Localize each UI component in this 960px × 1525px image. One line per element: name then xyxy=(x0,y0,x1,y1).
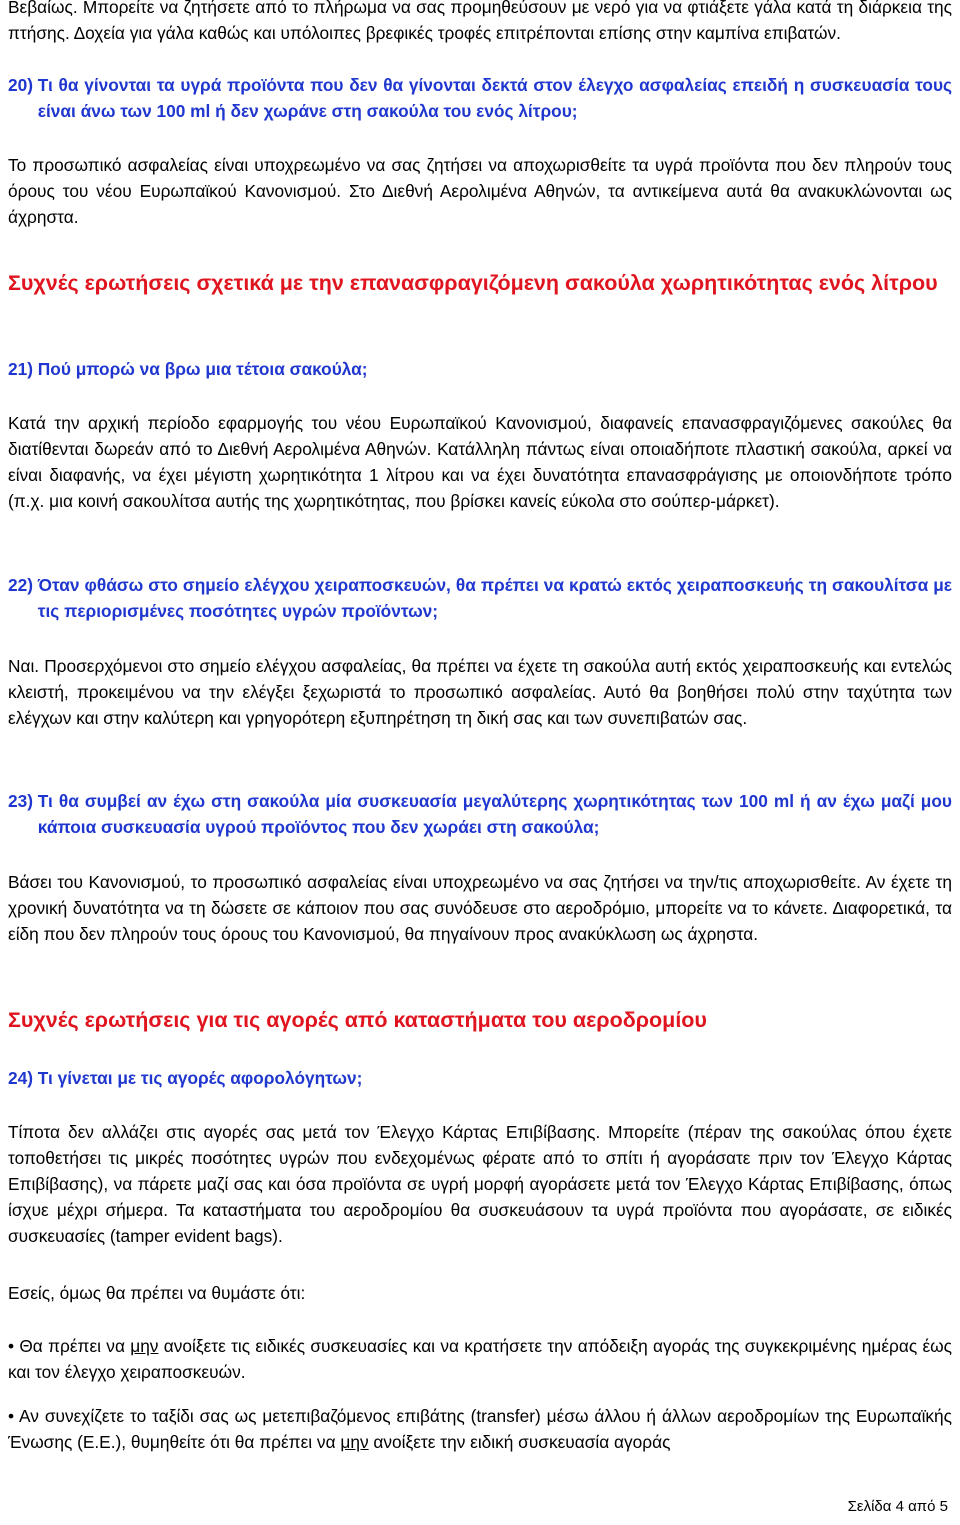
question-23 xyxy=(8,788,952,840)
answer-text: Ναι. Προσερχόμενοι στο σημείο ελέγχου ασφαλείας, θα πρέπει να έχετε τη σακούλα αυτή εκτός χειραποσκευής και εντελώς κλειστή, προκειμένου να την ελέγξει ξεχωριστά το προσωπικό ασφαλείας. Αυτό θα βοηθήσει πολύ στην ταχύτητα των ελέγχων και στην καλύτερη και γρηγορότερη εξυπηρέτηση τη δική σας και των συνεπιβατών σας. xyxy=(8,656,952,728)
answer-text: Τίποτα δεν αλλάζει στις αγορές σας μετά τον Έλεγχο Κάρτας Επιβίβασης. Μπορείτε (πέραν της σακούλας όπου έχετε τοποθετήσει τις μικρές ποσότητες υγρών που ενδεχομένως φέρατε από το σπίτι ή αγοράσατε πριν τον Έλεγχο Κάρτας Επιβίβασης), να πάρετε μαζί σας και όσα προϊόντα σε υγρή μορφή αγοράσετε μετά τον Έλεγχο Κάρτας Επιβίβασης, όπως ίσχυε μέχρι σήμερα. Τα καταστήματα του αεροδρομίου θα συσκευάσουν τα υγρά προϊόντα που αγοράσατε, σε ειδικές συσκευασίες (tamper evident bags). xyxy=(8,1122,952,1246)
answer-24 xyxy=(8,1119,952,1249)
bullet-item-2 xyxy=(8,1403,952,1455)
question-text: Τι γίνεται με τις αγορές αφορολόγητων; xyxy=(37,1068,363,1088)
question-24-heading xyxy=(8,1065,952,1091)
answer-text: Το προσωπικό ασφαλείας είναι υποχρεωμένο να σας ζητήσει να αποχωρισθείτε τα υγρά προϊόντα που δεν πληρούν τους όρους του νέου Ευρωπαϊκού Κανονισμού. Στο Διεθνή Αερολιμένα Αθηνών, τα αντικείμενα αυτά θα ανακυκλώνονται ως άχρηστα. xyxy=(8,155,952,227)
question-text: Όταν φθάσω στο σημείο ελέγχου χειραποσκευών, θα πρέπει να κρατώ εκτός χειραποσκευής τη σακουλίτσα με τις περιορισμένες ποσότητες υγρών προϊόντων; xyxy=(37,575,952,621)
question-20 xyxy=(8,72,952,124)
question-22 xyxy=(8,572,952,624)
answer-text: Βάσει του Κανονισμού, το προσωπικό ασφαλείας είναι υποχρεωμένο να σας ζητήσει να την/τις αποχωρισθείτε. Αν έχετε τη χρονική δυνατότητα να τη δώσετε σε κάποιον που σας συνόδευσε στο αεροδρόμιο, μπορείτε να το κάνετε. Διαφορετικά, τα είδη που δεν πληρούν τους όρους του Κανονισμού, θα πηγαίνουν προς ανακύκλωση ως άχρηστα. xyxy=(8,872,952,944)
section-heading-shops xyxy=(8,1005,952,1035)
question-20-heading xyxy=(8,72,952,124)
question-number: 21) xyxy=(8,359,33,379)
section-title: Συχνές ερωτήσεις σχετικά με την επανασφραγιζόμενη σακούλα χωρητικότητας ενός λίτρου xyxy=(8,271,938,295)
bullet-text xyxy=(8,1333,952,1385)
bullet-text-underlined: μην xyxy=(130,1336,159,1356)
question-number: 24) xyxy=(8,1068,33,1088)
answer-21 xyxy=(8,410,952,514)
question-text: Τι θα γίνονται τα υγρά προϊόντα που δεν θα γίνονται δεκτά στον έλεγχο ασφαλείας επειδή η συσκευασία τους είναι άνω των 100 ml ή δεν χωράνε στη σακούλα του ενός λίτρου; xyxy=(37,75,952,121)
page-number-footer: Σελίδα 4 από 5 xyxy=(847,1498,948,1515)
question-number: 23) xyxy=(8,791,33,811)
answer-20 xyxy=(8,152,952,230)
lead-text: Εσείς, όμως θα πρέπει να θυμάστε ότι: xyxy=(8,1283,306,1303)
question-21 xyxy=(8,356,952,382)
question-21-heading xyxy=(8,356,952,382)
intro-paragraph: Βεβαίως. Μπορείτε να ζητήσετε από το πλήρωμα να σας προμηθεύσουν με νερό για να φτιάξετε γάλα κατά τη διάρκεια της πτήσης. Δοχεία για γάλα καθώς και υπόλοιπες βρεφικές τροφές επιτρέπονται επίσης στην καμπίνα επιβατών. xyxy=(8,0,952,43)
question-text: Πού μπορώ να βρω μια τέτοια σακούλα; xyxy=(37,359,368,379)
bullet-item-1 xyxy=(8,1333,952,1385)
section-title: Συχνές ερωτήσεις για τις αγορές από καταστήματα του αεροδρομίου xyxy=(8,1008,707,1032)
question-22-heading xyxy=(8,572,952,624)
answer-24-lead xyxy=(8,1280,952,1306)
bullet-text-post: ανοίξετε τις ειδικές συσκευασίες και να κρατήσετε την απόδειξη αγοράς της συγκεκριμένης ημέρας έως και τον έλεγχο χειραποσκευών. xyxy=(8,1336,953,1382)
section-heading-bag xyxy=(8,268,952,298)
question-24 xyxy=(8,1065,952,1091)
question-23-heading xyxy=(8,788,952,840)
answer-text: Κατά την αρχική περίοδο εφαρμογής του νέου Ευρωπαϊκού Κανονισμού, διαφανείς επανασφραγιζόμενες σακούλες θα διατίθενται δωρεάν από το Διεθνή Αερολιμένα Αθηνών. Κατάλληλη πάντως είναι οποιαδήποτε πλαστική σακούλα, αρκεί να είναι διαφανής, να έχει μέγιστη χωρητικότητα 1 λίτρου και να έχει δυνατότητα επανασφράγισης με οποιονδήποτε τρόπο (π.χ. μια κοινή σακουλίτσα αυτής της χωρητικότητας, που βρίσκει κανείς εύκολα στο σούπερ-μάρκετ). xyxy=(8,413,952,511)
bullet-text-underlined: μην xyxy=(340,1432,369,1452)
bullet-text-pre: • Θα πρέπει να xyxy=(8,1336,131,1356)
question-text: Τι θα συμβεί αν έχω στη σακούλα μία συσκευασία μεγαλύτερης χωρητικότητας των 100 ml ή αν έχω μαζί μου κάποια συσκευασία υγρού προϊόντος που δεν χωράει στη σακούλα; xyxy=(37,791,952,837)
bullet-text-post: ανοίξετε την ειδική συσκευασία αγοράς xyxy=(368,1432,671,1452)
bullet-text-pre: • Αν συνεχίζετε το ταξίδι σας ως μετεπιβαζόμενος επιβάτης (transfer) μέσω άλλου ή άλλων αεροδρομίων της Ευρωπαϊκής Ένωσης (Ε.Ε.), θυμηθείτε ότι θα πρέπει να xyxy=(8,1406,952,1452)
bullet-text xyxy=(8,1403,952,1455)
question-number: 22) xyxy=(8,575,33,595)
question-number: 20) xyxy=(8,75,33,95)
answer-22 xyxy=(8,653,952,731)
answer-23 xyxy=(8,869,952,947)
